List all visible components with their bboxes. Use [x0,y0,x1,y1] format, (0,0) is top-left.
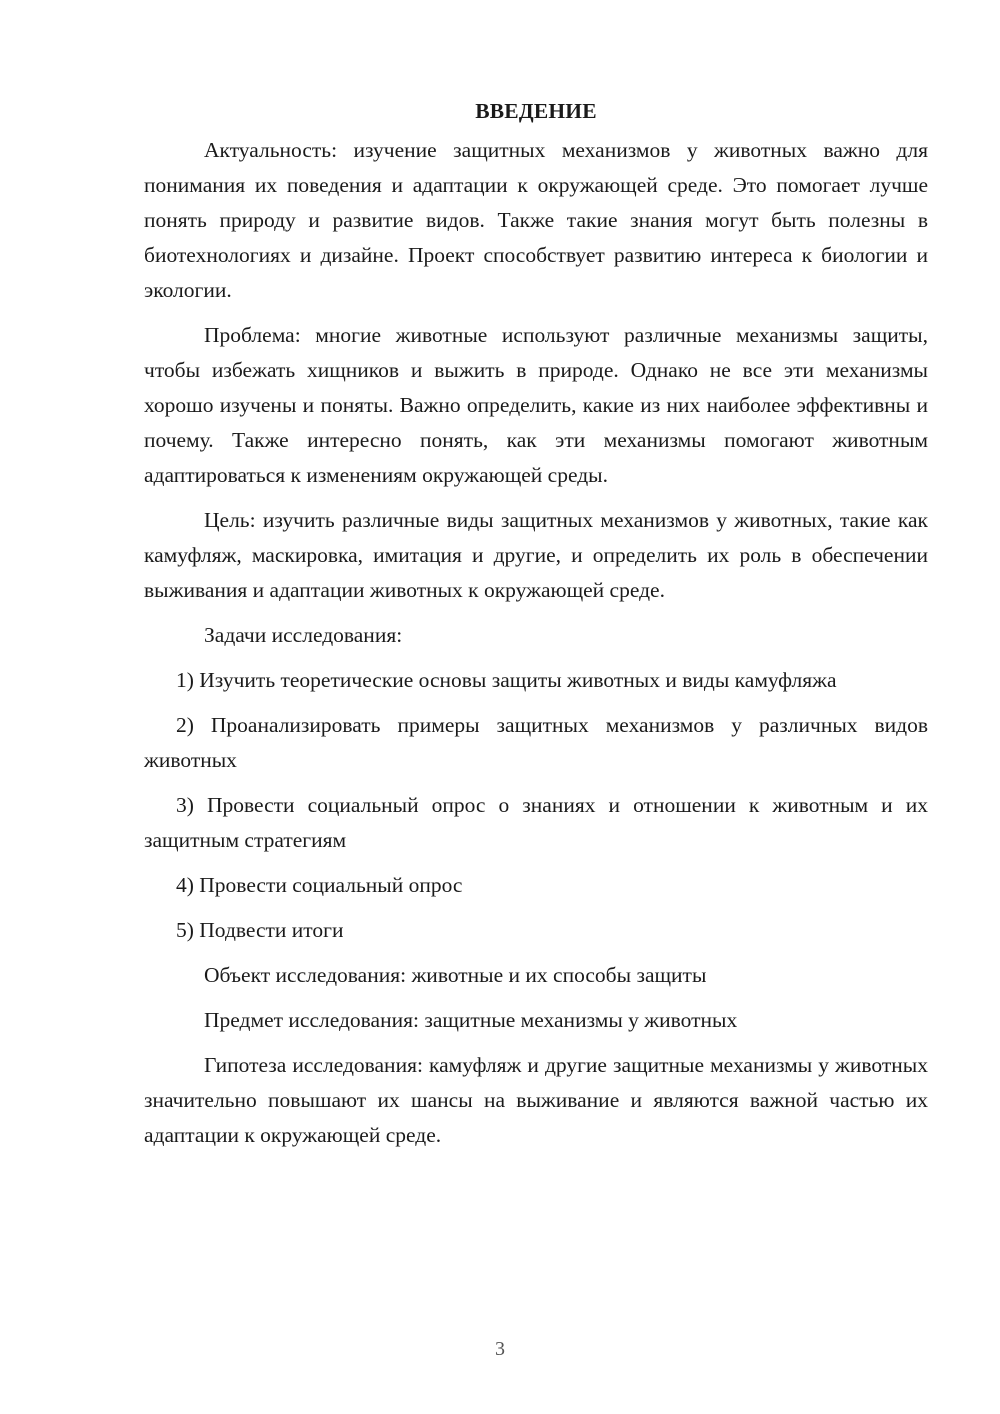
page-content [144,94,928,1163]
research-hypothesis: Гипотеза исследования: камуфляж и другие защитные механизмы у животных значительно повышают их шансы на выживание и являются важной частью их адаптации к окружающей среде. [144,1053,928,1147]
page-title: ВВЕДЕНИЕ [475,99,597,123]
task-item-2: 2) Проанализировать примеры защитных механизмов у различных видов животных [144,713,928,772]
research-subject: Предмет исследования: защитные механизмы у животных [204,1008,738,1032]
relevance-paragraph: Актуальность: изучение защитных механизмов у животных важно для понимания их поведения и адаптации к окружающей среде. Это помогает лучше понять природу и развитие видов. Также такие знания могут быть полезны в биотехнологиях и дизайне. Проект способствует развитию интереса к биологии и экологии. [144,138,928,302]
tasks-heading: Задачи исследования: [204,623,403,647]
goal-paragraph: Цель: изучить различные виды защитных механизмов у животных, такие как камуфляж, маскировка, имитация и другие, и определить их роль в обеспечении выживания и адаптации животных к окружающей среде. [144,508,928,602]
task-item-1: 1) Изучить теоретические основы защиты животных и виды камуфляжа [176,668,837,692]
problem-paragraph: Проблема: многие животные используют различные механизмы защиты, чтобы избежать хищников и выжить в природе. Однако не все эти механизмы хорошо изучены и поняты. Важно определить, какие из них наиболее эффективны и почему. Также интересно понять, как эти механизмы помогают животным адаптироваться к изменениям окружающей среды. [144,323,928,487]
task-item-5: 5) Подвести итоги [176,918,344,942]
page-number: 3 [495,1338,505,1360]
task-item-4: 4) Провести социальный опрос [176,873,463,897]
research-object: Объект исследования: животные и их способы защиты [204,963,707,987]
task-item-3: 3) Провести социальный опрос о знаниях и отношении к животным и их защитным стратегиям [144,793,928,852]
